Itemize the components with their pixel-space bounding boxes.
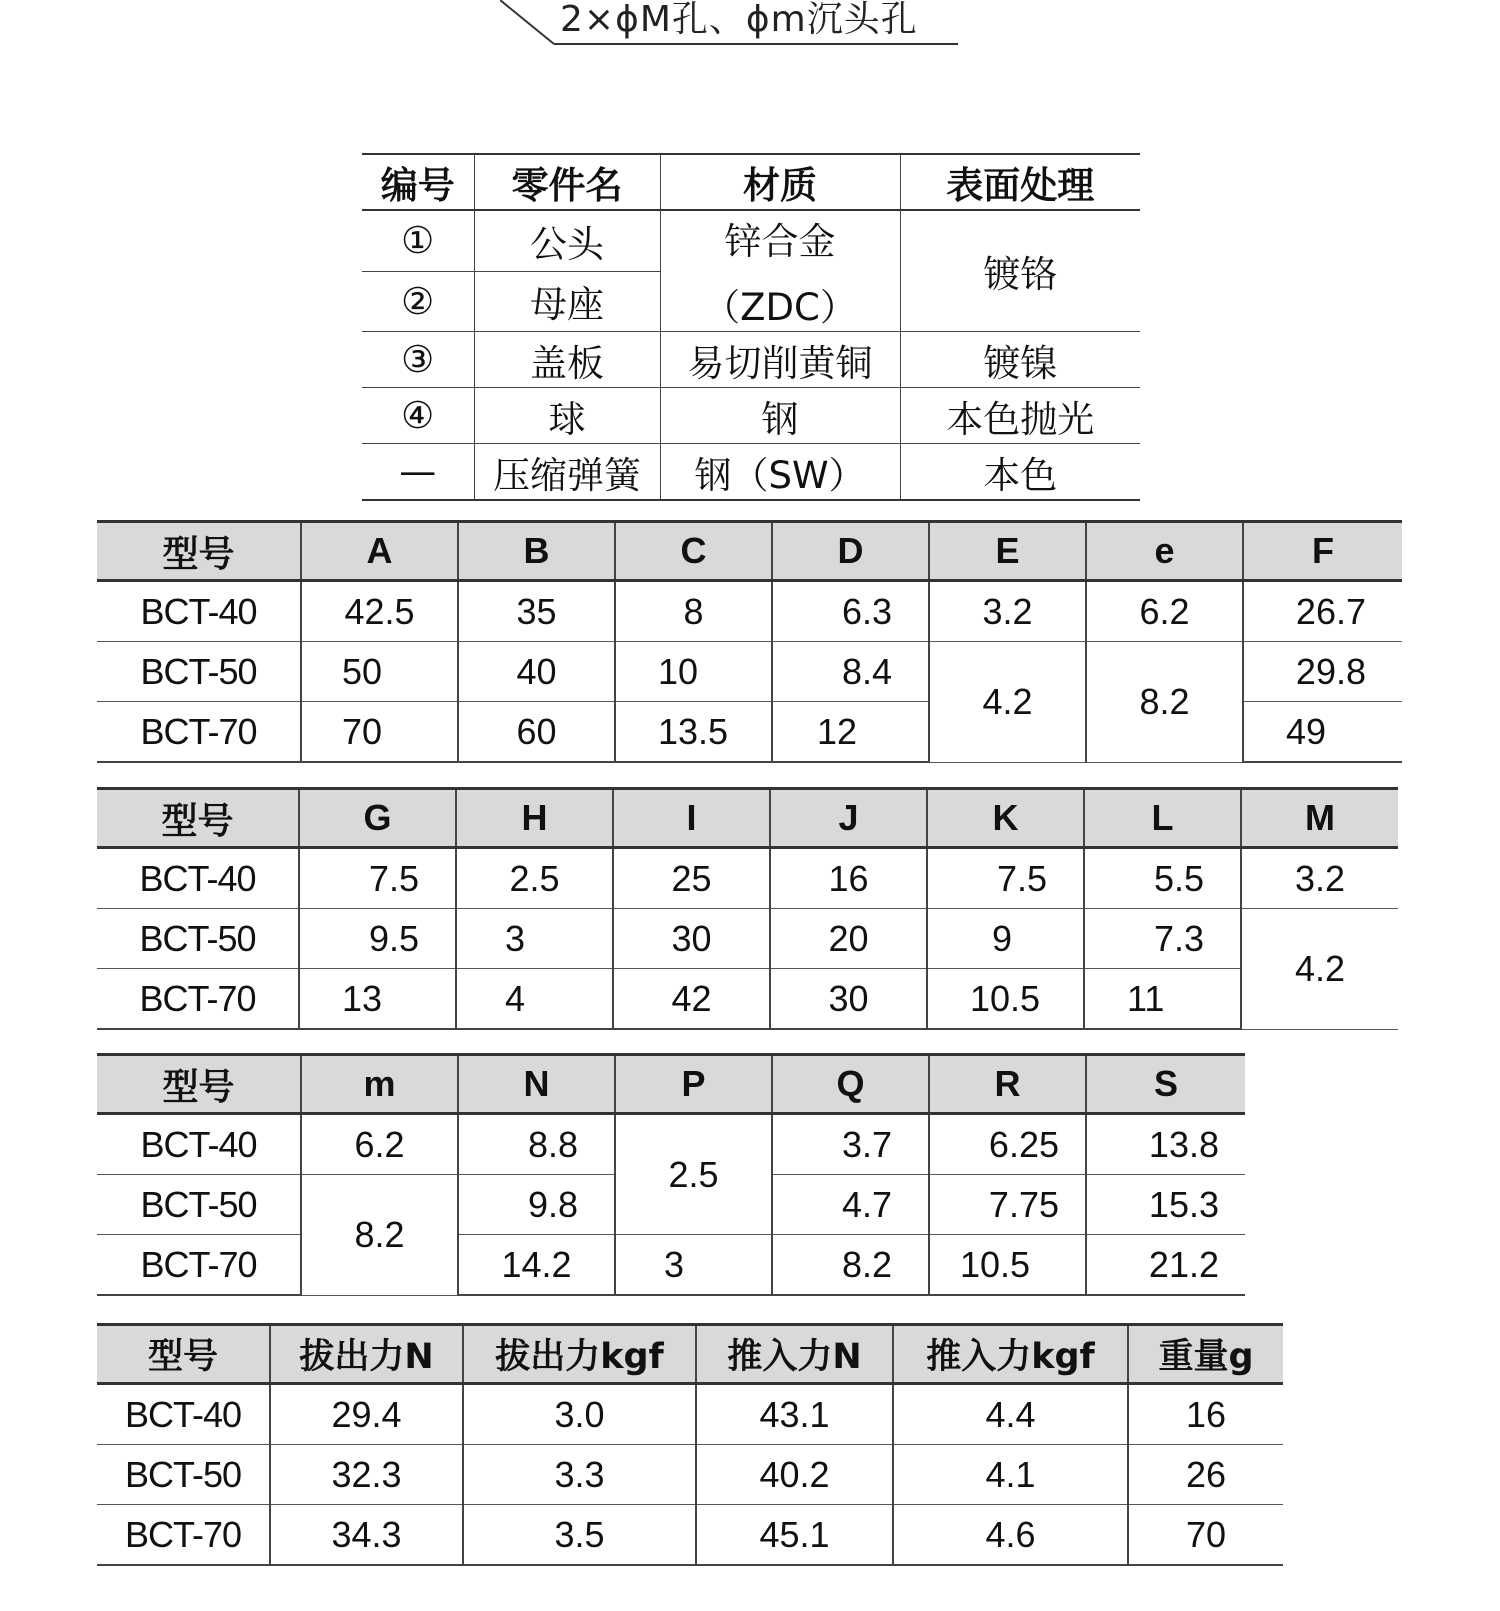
dimensions-table-a-f [97,520,1402,763]
header-weight: 重量g [1128,1325,1283,1384]
value-cell: 42 [613,969,770,1030]
value-cell: 3.2 [1241,848,1398,909]
value-cell: 30 [613,909,770,969]
model-cell: BCT-70 [97,1235,301,1296]
header-dim: P [615,1055,772,1114]
model-cell: BCT-50 [97,642,301,702]
value-cell: 9 [927,909,1084,969]
value-cell: 20 [770,909,927,969]
value-cell: 6.2 [301,1114,458,1175]
value-cell: 10 [615,642,772,702]
model-cell: BCT-70 [97,1505,270,1566]
model-cell: BCT-50 [97,909,299,969]
model-cell: BCT-40 [97,1384,270,1445]
value-cell: 70 [1128,1505,1283,1566]
value-cell: 26 [1128,1445,1283,1505]
value-cell: 45.1 [696,1505,893,1566]
table-row [97,1114,1245,1175]
value-cell: 25 [613,848,770,909]
value-cell: 9.8 [458,1175,615,1235]
value-cell: 14.2 [458,1235,615,1296]
part-number: ① [362,210,474,271]
value-cell: 29.8 [1243,642,1402,702]
value-cell: 4 [456,969,613,1030]
value-cell: 4.4 [893,1384,1128,1445]
value-cell: 9.5 [299,909,456,969]
value-cell: 15.3 [1086,1175,1245,1235]
header-model: 型号 [97,1325,270,1384]
chrome-finish-cell: 镀铬 [900,210,1140,332]
merged-value-cell: 8.2 [301,1175,458,1296]
value-cell: 3.0 [463,1384,696,1445]
model-cell: BCT-40 [97,848,299,909]
header-dim: e [1086,522,1243,581]
part-number: ④ [362,388,474,444]
table-row [362,210,1140,271]
value-cell: 16 [770,848,927,909]
header-dim: L [1084,789,1241,848]
header-pull-force-n: 拔出力N [270,1325,463,1384]
header-pull-force-kgf: 拔出力kgf [463,1325,696,1384]
header-model: 型号 [97,789,299,848]
value-cell: 8.4 [772,642,929,702]
table-header-row [97,789,1398,848]
value-cell: 3.7 [772,1114,929,1175]
header-dim: I [613,789,770,848]
model-cell: BCT-40 [97,1114,301,1175]
model-cell: BCT-70 [97,969,299,1030]
part-name: 公头 [474,210,660,271]
material: 钢（SW） [660,444,900,501]
table-row [97,848,1398,909]
value-cell: 29.4 [270,1384,463,1445]
header-model: 型号 [97,1055,301,1114]
header-part-name: 零件名 [474,154,660,210]
material-line: （ZDC） [703,286,857,329]
header-dim: C [615,522,772,581]
header-finish: 表面处理 [900,154,1140,210]
materials-table [362,153,1140,501]
value-cell: 2.5 [456,848,613,909]
model-cell: BCT-50 [97,1175,301,1235]
callout-label: 2×ϕM孔、ϕm沉头孔 [560,0,918,40]
header-dim: H [456,789,613,848]
merged-value-cell: 4.2 [929,642,1086,763]
merged-value-cell: 2.5 [615,1114,772,1235]
header-dim: K [927,789,1084,848]
value-cell: 8 [615,581,772,642]
header-push-force-kgf: 推入力kgf [893,1325,1128,1384]
table-row [97,581,1402,642]
header-dim: M [1241,789,1398,848]
table-header-row [97,1325,1283,1384]
part-name: 球 [474,388,660,444]
value-cell: 26.7 [1243,581,1402,642]
table-row [97,969,1398,1030]
table-row [362,388,1140,444]
value-cell: 3.3 [463,1445,696,1505]
value-cell: 32.3 [270,1445,463,1505]
value-cell: 35 [458,581,615,642]
header-dim: F [1243,522,1402,581]
value-cell: 60 [458,702,615,763]
part-number: ③ [362,332,474,388]
merged-value-cell: 4.2 [1241,909,1398,1030]
table-row [97,909,1398,969]
part-number: — [362,444,474,501]
value-cell: 7.3 [1084,909,1241,969]
value-cell: 13 [299,969,456,1030]
value-cell: 6.3 [772,581,929,642]
table-row [97,1384,1283,1445]
header-dim: S [1086,1055,1245,1114]
model-cell: BCT-50 [97,1445,270,1505]
value-cell: 30 [770,969,927,1030]
value-cell: 8.2 [772,1235,929,1296]
header-dim: Q [772,1055,929,1114]
finish: 镀镍 [900,332,1140,388]
header-material: 材质 [660,154,900,210]
value-cell: 6.25 [929,1114,1086,1175]
value-cell: 40 [458,642,615,702]
material: 易切削黄铜 [660,332,900,388]
table-row [97,1505,1283,1566]
header-dim: m [301,1055,458,1114]
zinc-material-cell [660,210,900,332]
header-dim: R [929,1055,1086,1114]
value-cell: 3.5 [463,1505,696,1566]
table-row [362,444,1140,501]
value-cell: 21.2 [1086,1235,1245,1296]
hole-callout [500,0,960,50]
finish: 本色抛光 [900,388,1140,444]
value-cell: 3.2 [929,581,1086,642]
value-cell: 3 [456,909,613,969]
value-cell: 43.1 [696,1384,893,1445]
dimensions-table-g-m [97,787,1398,1030]
header-dim: G [299,789,456,848]
value-cell: 13.5 [615,702,772,763]
table-row [97,1445,1283,1505]
value-cell: 70 [301,702,458,763]
dimensions-table-m-s [97,1053,1245,1296]
value-cell: 4.1 [893,1445,1128,1505]
value-cell: 34.3 [270,1505,463,1566]
part-name: 压缩弹簧 [474,444,660,501]
value-cell: 13.8 [1086,1114,1245,1175]
table-header-row [97,522,1402,581]
model-cell: BCT-70 [97,702,301,763]
header-dim: N [458,1055,615,1114]
table-row [97,1235,1245,1296]
value-cell: 12 [772,702,929,763]
finish: 本色 [900,444,1140,501]
materials-header-row [362,154,1140,210]
table-row [97,642,1402,702]
header-dim: E [929,522,1086,581]
table-row [362,332,1140,388]
header-dim: B [458,522,615,581]
value-cell: 7.5 [299,848,456,909]
material: 钢 [660,388,900,444]
value-cell: 5.5 [1084,848,1241,909]
value-cell: 10.5 [927,969,1084,1030]
value-cell: 4.7 [772,1175,929,1235]
value-cell: 4.6 [893,1505,1128,1566]
value-cell: 40.2 [696,1445,893,1505]
header-model: 型号 [97,522,301,581]
part-name: 盖板 [474,332,660,388]
force-weight-table [97,1323,1283,1566]
value-cell: 50 [301,642,458,702]
part-number: ② [362,271,474,331]
value-cell: 7.75 [929,1175,1086,1235]
value-cell: 16 [1128,1384,1283,1445]
value-cell: 49 [1243,702,1402,763]
value-cell: 7.5 [927,848,1084,909]
header-dim: J [770,789,927,848]
merged-value-cell: 8.2 [1086,642,1243,763]
model-cell: BCT-40 [97,581,301,642]
table-header-row [97,1055,1245,1114]
part-name: 母座 [474,271,660,331]
value-cell: 8.8 [458,1114,615,1175]
header-number: 编号 [362,154,474,210]
header-dim: A [301,522,458,581]
value-cell: 10.5 [929,1235,1086,1296]
value-cell: 3 [615,1235,772,1296]
material-line: 锌合金 [724,220,836,263]
header-push-force-n: 推入力N [696,1325,893,1384]
header-dim: D [772,522,929,581]
value-cell: 6.2 [1086,581,1243,642]
value-cell: 11 [1084,969,1241,1030]
value-cell: 42.5 [301,581,458,642]
